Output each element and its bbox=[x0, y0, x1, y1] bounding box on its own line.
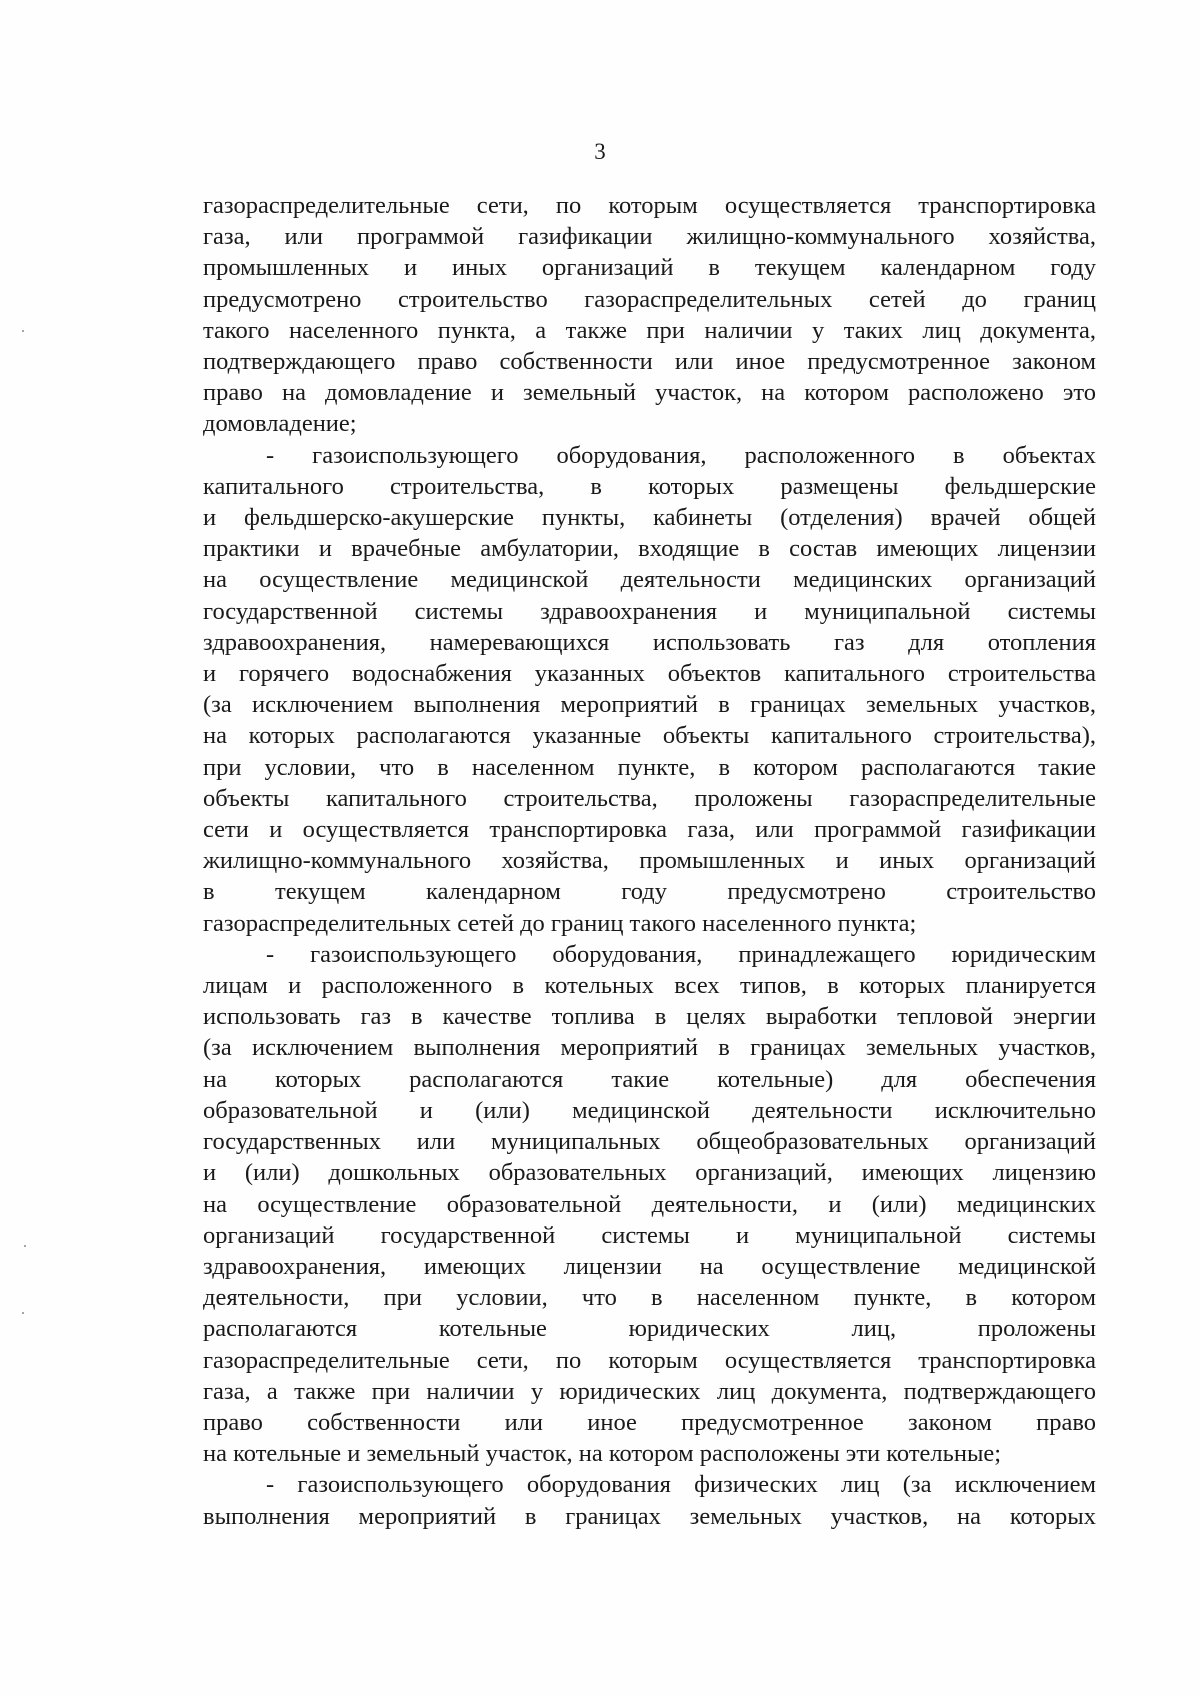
text-line: капитального строительства, в которых размещены фельдшерские bbox=[203, 472, 1096, 500]
text-line: домовладение; bbox=[203, 410, 357, 438]
text-line: и (или) дошкольных образовательных организаций, имеющих лицензию bbox=[203, 1159, 1096, 1187]
text-line: - газоиспользующего оборудования, расположенного в объектах bbox=[266, 441, 1096, 469]
text-line: (за исключением выполнения мероприятий в границах земельных участков, bbox=[203, 1034, 1096, 1062]
scan-speck bbox=[24, 1245, 26, 1247]
text-line: организаций государственной системы и муниципальной системы bbox=[203, 1221, 1096, 1249]
text-line: государственной системы здравоохранения и муниципальной системы bbox=[203, 597, 1096, 625]
text-line: (за исключением выполнения мероприятий в границах земельных участков, bbox=[203, 691, 1096, 719]
text-line: располагаются котельные юридических лиц, проложены bbox=[203, 1315, 1096, 1343]
text-line: газа, а также при наличии у юридических лиц документа, подтверждающего bbox=[203, 1377, 1096, 1405]
text-line: деятельности, при условии, что в населенном пункте, в котором bbox=[203, 1284, 1096, 1312]
text-line: лицам и расположенного в котельных всех типов, в которых планируется bbox=[203, 972, 1096, 1000]
paragraph-1 bbox=[203, 190, 1096, 440]
text-line: право собственности или иное предусмотренное законом право bbox=[203, 1408, 1096, 1436]
text-line: использовать газ в качестве топлива в целях выработки тепловой энергии bbox=[203, 1003, 1096, 1031]
page-number: 3 bbox=[594, 139, 606, 164]
text-line: газораспределительные сети, по которым осуществляется транспортировка bbox=[203, 1346, 1096, 1374]
text-line: предусмотрено строительство газораспределительных сетей до границ bbox=[203, 285, 1096, 313]
text-line: и горячего водоснабжения указанных объектов капитального строительства bbox=[203, 660, 1096, 688]
text-line: на которых располагаются такие котельные) для обеспечения bbox=[203, 1065, 1096, 1093]
text-line: здравоохранения, намеревающихся использовать газ для отопления bbox=[203, 628, 1096, 656]
paragraph-3 bbox=[203, 939, 1096, 1469]
document-body bbox=[203, 190, 1096, 1532]
text-line: практики и врачебные амбулатории, входящие в состав имеющих лицензии bbox=[203, 535, 1096, 563]
text-line: на которых располагаются указанные объекты капитального строительства), bbox=[203, 722, 1096, 750]
text-line: - газоиспользующего оборудования, принадлежащего юридическим bbox=[266, 940, 1096, 968]
text-line: в текущем календарном году предусмотрено строительство bbox=[203, 878, 1096, 906]
text-line: объекты капитального строительства, проложены газораспределительные bbox=[203, 784, 1096, 812]
text-line: такого населенного пункта, а также при наличии у таких лиц документа, bbox=[203, 316, 1096, 344]
text-line: образовательной и (или) медицинской деятельности исключительно bbox=[203, 1096, 1096, 1124]
text-line: государственных или муниципальных общеобразовательных организаций bbox=[203, 1128, 1096, 1156]
text-line: сети и осуществляется транспортировка газа, или программой газификации bbox=[203, 816, 1096, 844]
scan-speck bbox=[22, 1312, 24, 1314]
paragraph-2 bbox=[203, 440, 1096, 939]
text-line: газа, или программой газификации жилищно-коммунального хозяйства, bbox=[203, 223, 1096, 251]
text-line: на осуществление медицинской деятельности медицинских организаций bbox=[203, 566, 1096, 594]
text-line: на осуществление образовательной деятельности, и (или) медицинских bbox=[203, 1190, 1096, 1218]
text-line: право на домовладение и земельный участок, на котором расположено это bbox=[203, 379, 1096, 407]
text-line: и фельдшерско-акушерские пункты, кабинеты (отделения) врачей общей bbox=[203, 504, 1096, 532]
text-line: выполнения мероприятий в границах земельных участков, на которых bbox=[203, 1502, 1096, 1530]
text-line: на котельные и земельный участок, на котором расположены эти котельные; bbox=[203, 1440, 1002, 1468]
text-line: газораспределительные сети, по которым осуществляется транспортировка bbox=[203, 192, 1096, 219]
text-line: промышленных и иных организаций в текущем календарном году bbox=[203, 254, 1096, 282]
text-line: при условии, что в населенном пункте, в котором располагаются такие bbox=[203, 753, 1096, 781]
text-line: здравоохранения, имеющих лицензии на осуществление медицинской bbox=[203, 1252, 1096, 1280]
paragraph-4 bbox=[203, 1469, 1096, 1531]
text-line: - газоиспользующего оборудования физических лиц (за исключением bbox=[266, 1471, 1096, 1499]
text-line: подтверждающего право собственности или иное предусмотренное законом bbox=[203, 348, 1096, 376]
text-line: жилищно-коммунального хозяйства, промышленных и иных организаций bbox=[203, 847, 1096, 875]
scan-speck bbox=[22, 330, 24, 332]
text-line: газораспределительных сетей до границ такого населенного пункта; bbox=[203, 909, 917, 937]
